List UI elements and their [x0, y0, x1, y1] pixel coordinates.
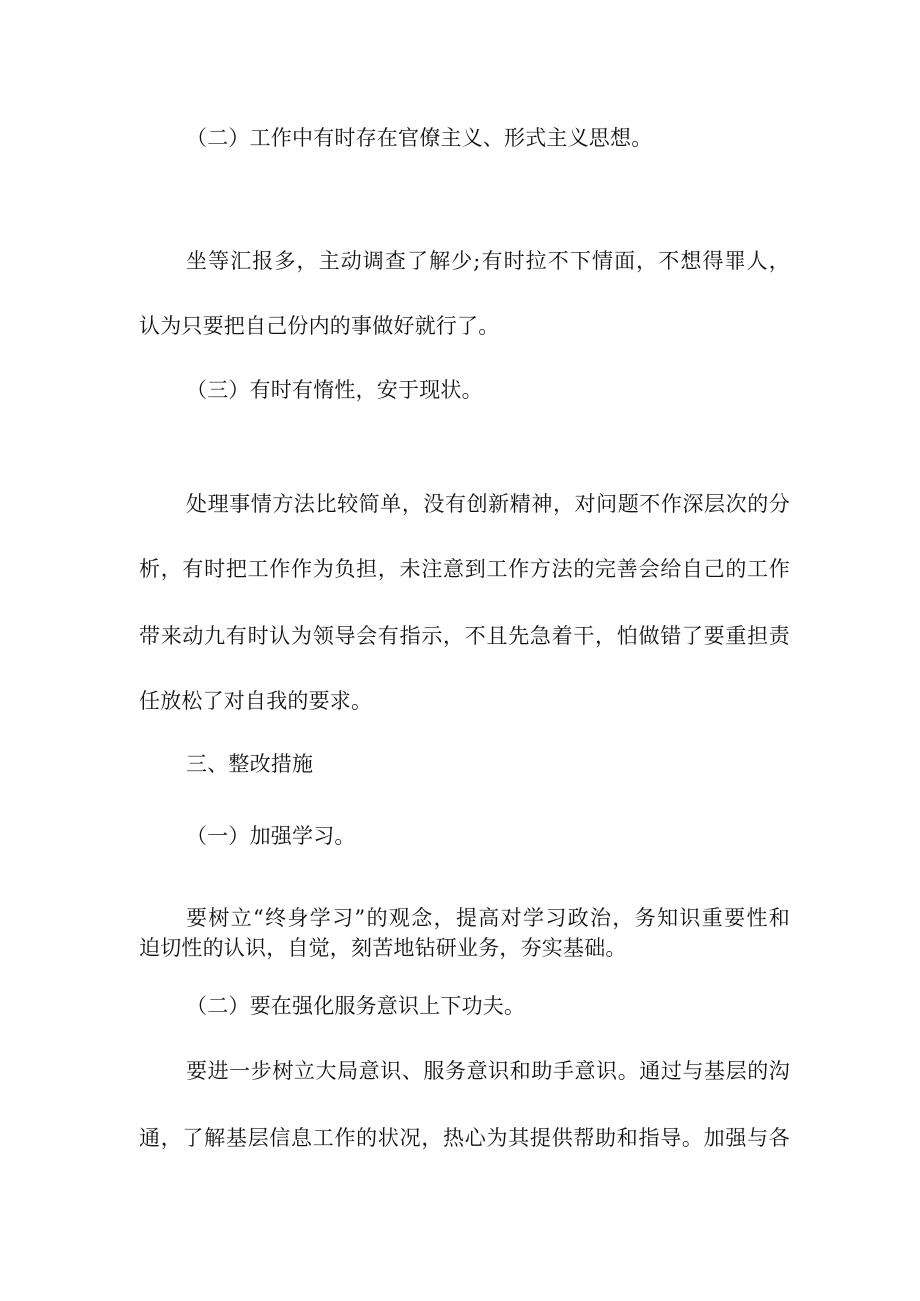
- section-heading-3: （三）有时有惰性，安于现状。: [186, 378, 483, 402]
- subsection-heading-2: （二）要在强化服务意识上下功夫。: [186, 994, 526, 1018]
- paragraph-line: 认为只要把自己份内的事做好就行了。: [139, 314, 500, 338]
- paragraph-line: 析，有时把工作作为负担，未注意到工作方法的完善会给自己的工作: [139, 557, 790, 581]
- paragraph-line: 任放松了对自我的要求。: [139, 689, 373, 713]
- paragraph-line: 坐等汇报多，主动调查了解少;有时拉不下情面，不想得罪人，: [186, 249, 790, 273]
- paragraph-line: 要树立“终身学习”的观念，提高对学习政治，务知识重要性和: [186, 906, 790, 930]
- section-heading-main: 三、整改措施: [186, 752, 314, 776]
- paragraph-line: 迫切性的认识，自觉，刻苦地钻研业务，夯实基础。: [139, 936, 627, 960]
- subsection-heading-1: （一）加强学习。: [186, 824, 356, 848]
- paragraph-line: 处理事情方法比较简单，没有创新精神，对问题不作深层次的分: [186, 492, 790, 516]
- section-heading-2: （二）工作中有时存在官僚主义、形式主义思想。: [186, 126, 653, 150]
- paragraph-line: 通，了解基层信息工作的状况，热心为其提供帮助和指导。加强与各: [139, 1126, 790, 1150]
- paragraph-line: 带来动九有时认为领导会有指示，不且先急着干，怕做错了要重担责: [139, 624, 790, 648]
- paragraph-line: 要进一步树立大局意识、服务意识和助手意识。通过与基层的沟: [186, 1059, 790, 1083]
